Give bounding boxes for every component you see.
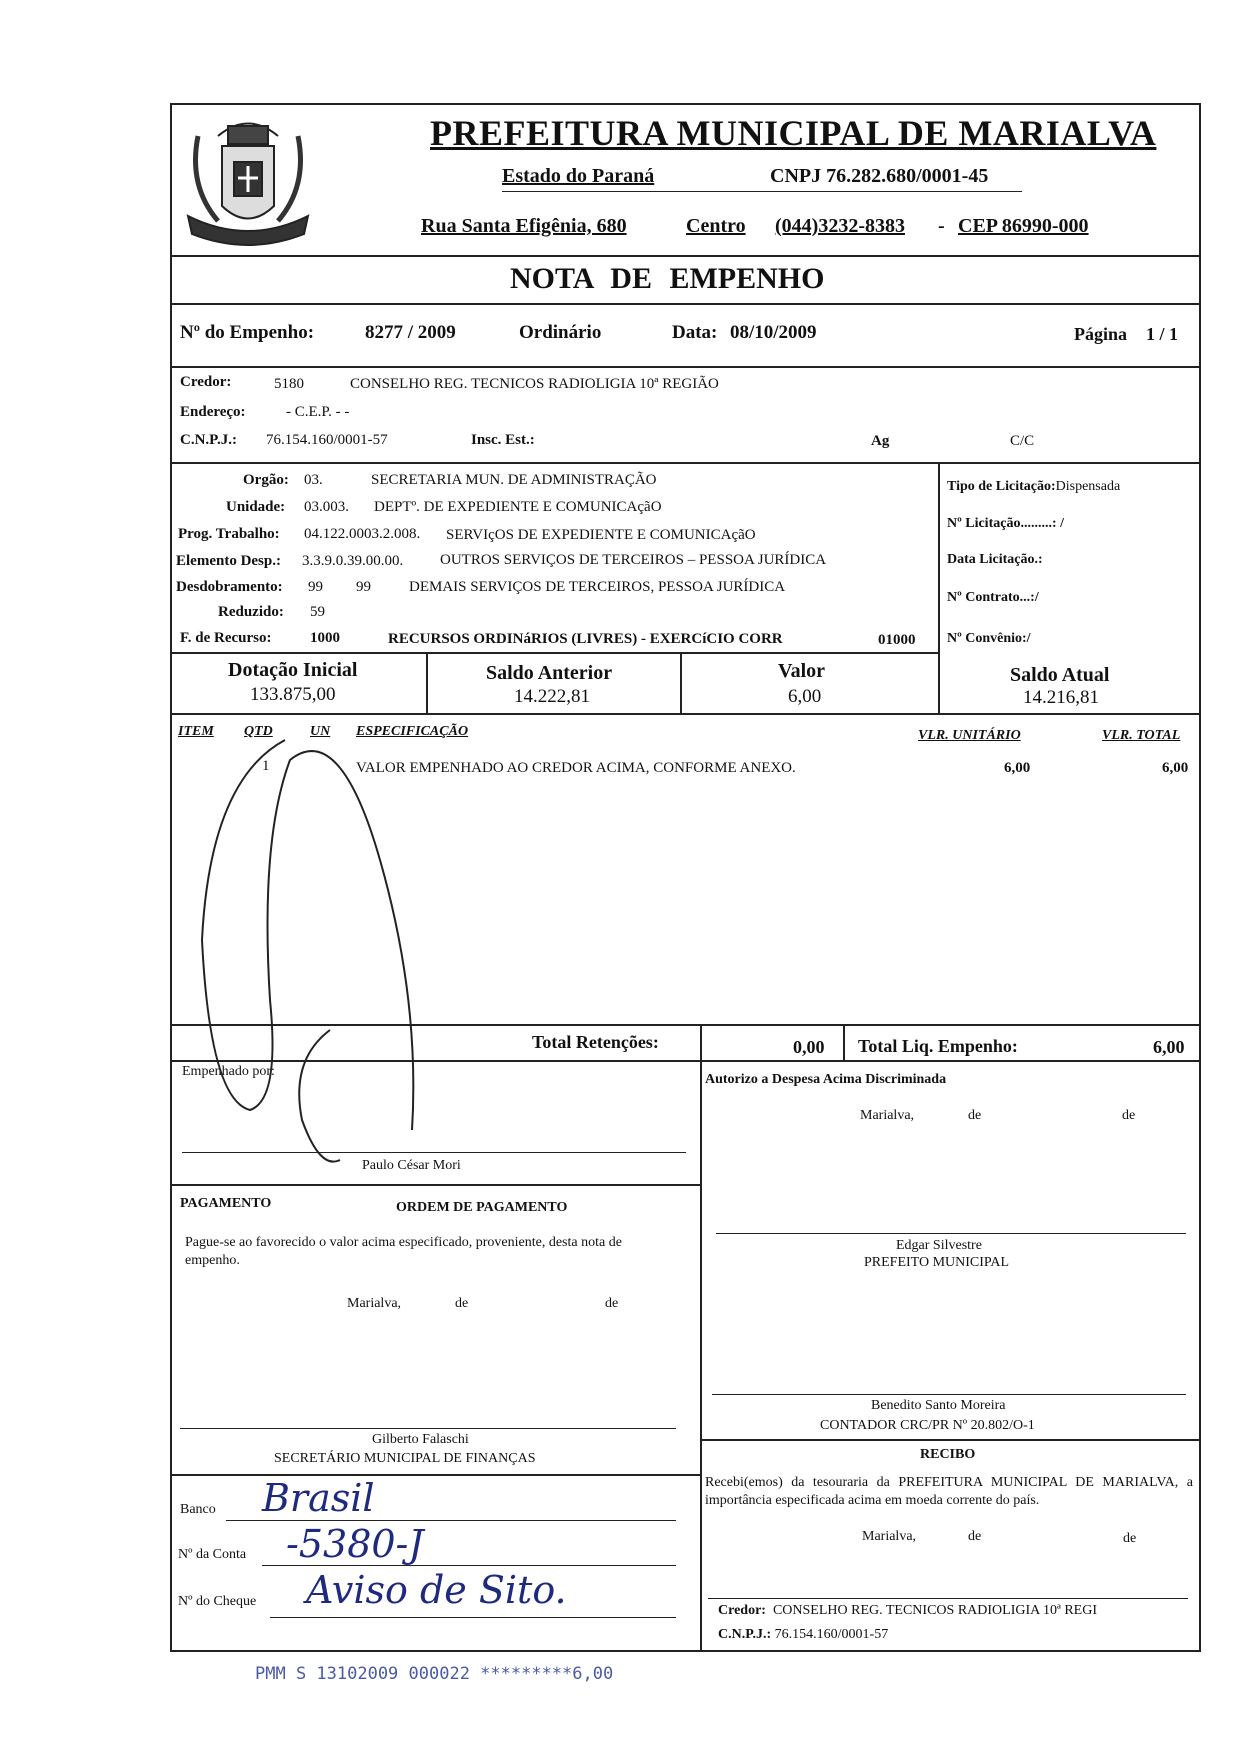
ag-label: Ag [871,433,890,449]
valor-value: 6,00 [788,686,822,707]
empenho-number: 8277 / 2009 [365,322,456,343]
endereco-value: - C.E.P. - - [286,404,350,420]
col-especificacao: ESPECIFICAÇÃO [356,724,469,739]
recurso-label: F. de Recurso: [180,630,272,646]
secretario-signature-line [180,1428,676,1429]
prefeito-role: PREFEITO MUNICIPAL [864,1255,1010,1270]
recibo-cnpj-value: 76.154.160/0001-57 [774,1627,889,1642]
valor-label: Valor [778,660,826,682]
recurso-name: RECURSOS ORDINáRIOS (LIVRES) - EXERCíCIO CORR [388,631,783,647]
mechanical-stamp: PMM S 13102009 000022 *********6,00 [255,1664,614,1684]
prefeito-signature-line [716,1233,1186,1234]
tipo-licitacao-label: Tipo de Licitação: [947,479,1056,494]
desdobramento-label: Desdobramento: [176,579,283,595]
total-retencoes-value: 0,00 [793,1037,825,1057]
recibo-credor [718,1603,1097,1619]
empenho-type: Ordinário [519,322,602,343]
credor-cnpj-label: C.N.P.J.: [180,432,237,448]
col-qtd: QTD [244,724,273,739]
dotacao-inicial-label: Dotação Inicial [228,659,358,681]
page-label: Página [1074,324,1128,344]
dotacao-inicial-value: 133.875,00 [250,684,336,705]
total-liq-value: 6,00 [1153,1037,1185,1057]
empenhado-label: Empenhado por: [182,1064,275,1079]
empenho-label: Nº do Empenho: [180,322,315,343]
header-cep: CEP 86990-000 [958,215,1089,237]
desdobramento-code1: 99 [308,579,323,595]
header-district: Centro [686,215,746,237]
cheque-line [270,1617,676,1618]
secretario-name: Gilberto Falaschi [372,1432,469,1447]
numero-contrato: Nº Contrato...:/ [947,590,1039,605]
municipal-crest-icon [178,106,318,256]
autorizo-de-1: de [968,1108,982,1123]
recibo-text: Recebi(emos) da tesouraria da PREFEITURA MUNICIPAL DE MARIALVA, a importância especificada acima em moeda corrente do país. [705,1475,1193,1508]
orgao-name: SECRETARIA MUN. DE ADMINISTRAÇÃO [371,472,657,488]
unidade-label: Unidade: [226,499,286,515]
recibo-de-2: de [1123,1531,1137,1546]
licitacao-divider [938,462,940,713]
item-especificacao: VALOR EMPENHADO AO CREDOR ACIMA, CONFORME ANEXO. [356,760,796,776]
insc-est-label: Insc. Est.: [471,432,535,448]
col-vlr-unitario: VLR. UNITÁRIO [918,728,1021,743]
conta-label: Nº da Conta [178,1547,247,1562]
recibo-city: Marialva, [862,1529,917,1544]
reduzido-label: Reduzido: [218,604,284,620]
divider-recibo-top [700,1439,1201,1441]
saldo-anterior-label: Saldo Anterior [486,662,613,684]
cc-label: C/C [1010,433,1035,449]
handwritten-signature-scribble [190,700,450,1180]
divider-credor-top [170,366,1201,368]
header-title: PREFEITURA MUNICIPAL DE MARIALVA [430,113,1157,153]
desdobramento-code2: 99 [356,579,371,595]
contador-role: CONTADOR CRC/PR Nº 20.802/O-1 [820,1418,1035,1433]
divider-title-bottom [170,303,1201,305]
col-vlr-total: VLR. TOTAL [1102,728,1181,743]
recibo-cnpj [718,1627,888,1643]
prog-name: SERVIçOS DE EXPEDIENTE E COMUNICAçãO [446,527,756,543]
recibo-cnpj-label: C.N.P.J.: [718,1627,772,1642]
prefeito-name: Edgar Silvestre [896,1238,982,1253]
saldo-atual-value: 14.216,81 [1023,687,1099,708]
empenho-date: 08/10/2009 [730,322,817,343]
item-vlr-total: 6,00 [1162,760,1189,776]
pagamento-city: Marialva, [347,1296,402,1311]
saldo-atual-label: Saldo Atual [1010,664,1110,686]
header-cnpj: CNPJ 76.282.680/0001-45 [770,165,989,187]
header-phone: (044)3232-8383 [775,215,905,237]
recurso-code: 1000 [310,630,340,646]
banco-handwritten: Brasil [262,1476,375,1520]
pagamento-de-2: de [605,1296,619,1311]
credor-cnpj: 76.154.160/0001-57 [266,432,388,448]
total-liq-label: Total Liq. Empenho: [858,1036,1018,1056]
ordem-pagamento-label: ORDEM DE PAGAMENTO [396,1200,568,1215]
numero-licitacao: Nº Licitação.........: / [947,516,1064,531]
recibo-credor-name: CONSELHO REG. TECNICOS RADIOLIGIA 10ª REGI [772,1603,1097,1618]
totals-sep-2 [843,1024,845,1060]
unidade-code: 03.003. [304,499,349,515]
unidade-name: DEPTº. DE EXPEDIENTE E COMUNICAçãO [374,499,662,515]
divider-pagamento-top [170,1184,700,1186]
empenho-date-label: Data: [672,322,718,343]
prog-label: Prog. Trabalho: [178,526,280,542]
lower-center-divider [700,1060,702,1652]
tipo-licitacao-value: Dispensada [1055,479,1121,494]
autorizo-de-2: de [1122,1108,1136,1123]
cheque-label: Nº do Cheque [178,1594,257,1609]
item-qtd: 1 [262,758,270,774]
header-address: Rua Santa Efigênia, 680 [421,215,627,237]
document-title: NOTA DE EMPENHO [510,262,825,295]
autorizo-label: Autorizo a Despesa Acima Discriminada [705,1072,947,1087]
autorizo-city: Marialva, [860,1108,915,1123]
contador-signature-line [712,1394,1186,1395]
orgao-code: 03. [304,472,323,488]
header-line-1 [502,191,1022,192]
contador-name: Benedito Santo Moreira [871,1398,1006,1413]
col-item: ITEM [178,724,214,739]
credor-label: Credor: [180,374,232,390]
total-retencoes-label: Total Retenções: [532,1032,659,1052]
pagamento-de-1: de [455,1296,469,1311]
saldos-sep-2 [680,652,682,713]
elemento-label: Elemento Desp.: [176,553,281,569]
recibo-de-1: de [968,1529,982,1544]
divider-title-top [170,255,1201,257]
elemento-code: 3.3.9.0.39.00.00. [302,553,404,569]
header-state: Estado do Paraná [502,165,655,187]
banco-line [226,1520,676,1521]
credor-name: CONSELHO REG. TECNICOS RADIOLIGIA 10ª REGIÃO [350,376,719,392]
endereco-label: Endereço: [180,404,246,420]
tipo-licitacao [947,479,1120,495]
col-un: UN [310,724,331,739]
elemento-name: OUTROS SERVIÇOS DE TERCEIROS – PESSOA JURÍDICA [440,552,827,568]
conta-handwritten: -5380-J [286,1522,424,1566]
desdobramento-name: DEMAIS SERVIÇOS DE TERCEIROS, PESSOA JURÍDICA [409,579,786,595]
credor-code: 5180 [274,376,304,392]
pagamento-label: PAGAMENTO [180,1196,272,1211]
divider-dotacao-top [170,462,1201,464]
header-dash: - [938,215,945,237]
recibo-signature-line [708,1598,1188,1599]
numero-convenio: Nº Convênio:/ [947,631,1031,646]
data-licitacao: Data Licitação.: [947,552,1043,567]
cheque-handwritten: Aviso de Sito. [306,1568,567,1612]
recibo-credor-label: Credor: [718,1603,766,1618]
reduzido-code: 59 [310,604,325,620]
page-number: 1 / 1 [1146,324,1179,344]
secretario-role: SECRETÁRIO MUNICIPAL DE FINANÇAS [274,1451,536,1466]
orgao-label: Orgão: [243,472,289,488]
prog-code: 04.122.0003.2.008. [304,526,421,542]
pagamento-text: Pague-se ao favorecido o valor acima especificado, proveniente, desta nota de empenho. [185,1235,622,1268]
recibo-title: RECIBO [920,1447,976,1462]
banco-label: Banco [180,1502,216,1517]
saldo-anterior-value: 14.222,81 [514,686,590,707]
empenhado-signer: Paulo César Mori [362,1158,461,1173]
divider-banco-top [170,1474,700,1476]
item-vlr-unitario: 6,00 [1004,760,1031,776]
recurso-number: 01000 [878,632,916,648]
totals-sep-1 [700,1024,702,1060]
divider-saldos-top [170,652,938,654]
